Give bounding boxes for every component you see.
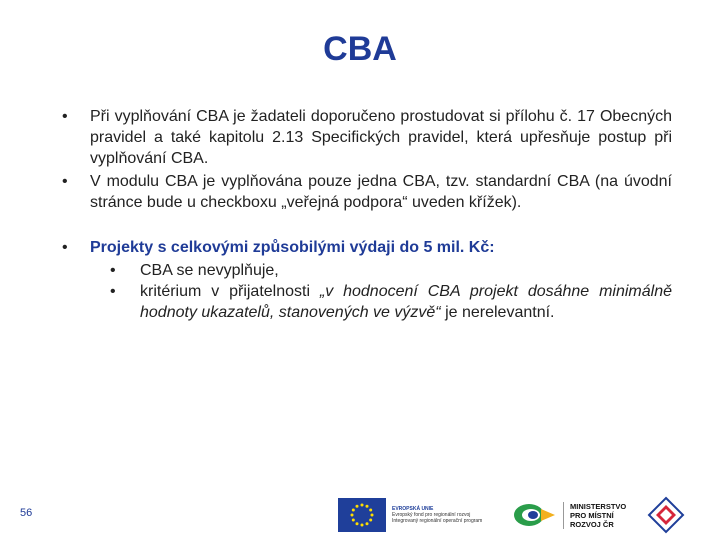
page-number: 56 bbox=[20, 507, 33, 519]
eu-flag-icon bbox=[338, 498, 386, 532]
eu-fund: Evropský fond pro regionální rozvoj bbox=[392, 512, 471, 518]
ministry-line-3: ROZVOJ ČR bbox=[570, 519, 614, 529]
slide-content bbox=[60, 106, 672, 323]
footer-logos bbox=[338, 493, 686, 537]
sub-bullet-text: CBA se nevyplňuje, bbox=[140, 262, 279, 279]
bullet-text: Při vyplňování CBA je žadateli doporučeno prostudovat si přílohu č. 17 Obecných pravidel a také kapitolu 2.13 Specifických pravidel, která upřesňuje postup při vyplňování CBA. bbox=[90, 108, 672, 167]
bullet-marker: • bbox=[110, 262, 116, 279]
criterion-quote: „v hodnocení CBA projekt dosáhne minimálně hodnoty ukazatelů, stanovených ve výzvě“ bbox=[140, 283, 672, 321]
bullet-marker: • bbox=[62, 108, 68, 125]
czech-logo-icon bbox=[646, 495, 686, 535]
sub-bullet-item bbox=[108, 260, 672, 281]
criterion-prefix: kritérium v přijatelnosti bbox=[140, 283, 320, 300]
bullet-marker: • bbox=[110, 283, 116, 300]
bullet-marker: • bbox=[62, 173, 68, 190]
ministry-line-1: MINISTERSTVO bbox=[570, 501, 627, 511]
eu-text bbox=[392, 506, 507, 524]
sub-bullet-item bbox=[108, 281, 672, 323]
ministry-logo bbox=[563, 502, 640, 529]
projects-heading: Projekty s celkovými způsobilými výdaji do 5 mil. Kč: bbox=[90, 239, 495, 256]
ministry-line-2: PRO MÍSTNÍ bbox=[570, 510, 614, 520]
sub-bullet-text bbox=[140, 281, 672, 323]
bullet-text: V modulu CBA je vyplňována pouze jedna CBA, tzv. standardní CBA (na úvodní stránce bude u checkboxu „veřejná podpora“ uveden křížek). bbox=[90, 173, 672, 211]
eu-heading: EVROPSKÁ UNIE bbox=[392, 506, 434, 512]
slide-title: CBA bbox=[323, 30, 397, 68]
bullet-marker: • bbox=[62, 239, 68, 256]
bullet-item bbox=[60, 171, 672, 213]
eu-program: Integrovaný regionální operační program bbox=[392, 518, 483, 524]
criterion-suffix: je nerelevantní. bbox=[440, 304, 555, 321]
program-logo-icon bbox=[511, 500, 557, 530]
bullet-item bbox=[60, 106, 672, 169]
bullet-item bbox=[60, 237, 672, 258]
